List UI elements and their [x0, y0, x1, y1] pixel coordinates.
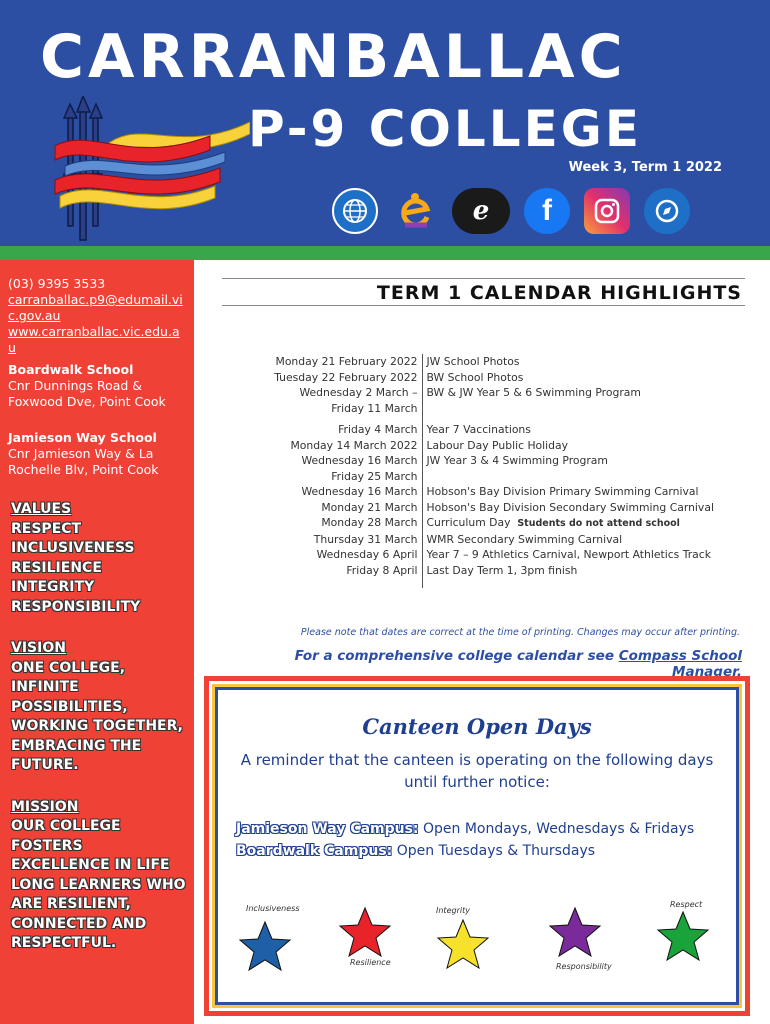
event-name [422, 401, 736, 417]
contact-block [8, 276, 186, 356]
event-name [422, 469, 736, 485]
edumail-icon[interactable] [392, 188, 438, 234]
canteen-text: A reminder that the canteen is operating on the following days until further notice: [240, 751, 714, 791]
star-icon [548, 906, 602, 958]
table-row [258, 469, 736, 485]
value-item: INTEGRITY [11, 579, 95, 595]
masthead [0, 0, 770, 246]
table-row [258, 453, 736, 469]
event-name: Hobson's Bay Division Primary Swimming Carnival [426, 485, 699, 498]
canteen-campuses [236, 818, 736, 862]
cta-text: For a comprehensive college calendar see [294, 648, 619, 664]
header-divider [0, 246, 770, 260]
jamieson-campus [8, 430, 186, 478]
calendar-table [258, 354, 736, 578]
event-name: Year 7 Vaccinations [426, 423, 531, 436]
event-date: Wednesday 16 March [258, 484, 422, 500]
event-name: Last Day Term 1, 3pm finish [426, 563, 578, 577]
table-row [258, 354, 736, 370]
mission-section [11, 798, 186, 954]
values-stars [230, 892, 730, 982]
vision-section [11, 639, 186, 776]
event-date: Friday 8 April [258, 563, 422, 579]
star-label: Responsibility [556, 962, 612, 971]
star-icon [338, 906, 392, 958]
boardwalk-campus [8, 362, 186, 410]
star-icon [656, 910, 710, 962]
table-row [258, 532, 736, 548]
website-link[interactable]: www.carranballac.vic.edu.au [8, 324, 180, 355]
table-row [258, 385, 736, 401]
jamieson-canteen-days: Open Mondays, Wednesdays & Fridays [418, 821, 695, 837]
calendar-disclaimer: Please note that dates are correct at the time of printing. Changes may occur after printing. [300, 627, 740, 638]
school-logo-icon [50, 96, 250, 246]
edge-icon[interactable]: e [452, 188, 510, 234]
calendar-title: TERM 1 CALENDAR HIGHLIGHTS [376, 282, 742, 304]
phone-number: (03) 9395 3533 [8, 276, 106, 291]
table-row [258, 370, 736, 386]
event-name [422, 515, 736, 532]
jamieson-canteen-label: Jamieson Way Campus: [236, 821, 419, 837]
values-section [11, 500, 186, 617]
values-vision-mission [8, 500, 186, 954]
event-date: Thursday 31 March [258, 532, 422, 548]
social-icons [332, 188, 690, 236]
event-date: Monday 21 February 2022 [258, 354, 422, 370]
event-date: Friday 11 March [258, 401, 422, 417]
event-date: Monday 21 March [258, 500, 422, 516]
boardwalk-name: Boardwalk School [8, 362, 134, 377]
event-date: Monday 28 March [258, 515, 422, 532]
email-link[interactable]: carranballac.p9@edumail.vic.gov.au [8, 292, 183, 323]
event-date: Friday 4 March [258, 416, 422, 438]
event-title: Curriculum Day [426, 516, 511, 529]
star-label: Integrity [436, 906, 470, 915]
event-name: BW School Photos [426, 370, 524, 384]
table-row [258, 401, 736, 417]
compass-link[interactable]: Compass School Manager [618, 648, 742, 680]
event-date: Friday 25 March [258, 469, 422, 485]
vision-heading: VISION [11, 640, 66, 656]
jamieson-name: Jamieson Way School [8, 430, 157, 445]
instagram-icon[interactable] [584, 188, 630, 234]
table-row [258, 484, 736, 500]
table-row [258, 547, 736, 563]
title-line-1: CARRANBALLAC [40, 22, 627, 92]
star-icon [436, 918, 490, 970]
event-date: Monday 14 March 2022 [258, 438, 422, 454]
canteen-title: Canteen Open Days [362, 714, 592, 739]
jamieson-canteen [236, 818, 736, 840]
table-row [258, 438, 736, 454]
event-name: Hobson's Bay Division Secondary Swimming Carnival [426, 500, 714, 514]
value-item: INCLUSIVENESS [11, 540, 135, 556]
event-date: Wednesday 16 March [258, 453, 422, 469]
star-icon [238, 920, 292, 972]
vision-text: ONE COLLEGE, INFINITE POSSIBILITIES, WORKING TOGETHER, EMBRACING THE FUTURE. [11, 659, 183, 773]
value-item: RESILIENCE [11, 559, 102, 576]
values-heading: VALUES [11, 501, 72, 517]
mission-text: OUR COLLEGE FOSTERS EXCELLENCE IN LIFE LONG LEARNERS WHO ARE RESILIENT, CONNECTED AND RESPECTFUL. [11, 818, 186, 951]
event-date: Tuesday 22 February 2022 [258, 370, 422, 386]
event-name: Year 7 – 9 Athletics Carnival, Newport Athletics Track [426, 548, 711, 561]
compass-icon[interactable] [644, 188, 690, 234]
event-date: Wednesday 2 March – [258, 385, 422, 401]
cta-suffix: . [736, 664, 742, 680]
value-item: RESPONSIBILITY [11, 598, 141, 615]
mission-heading: MISSION [11, 798, 79, 815]
issue-date: Week 3, Term 1 2022 [568, 160, 722, 175]
boardwalk-canteen [236, 840, 736, 862]
event-name: Labour Day Public Holiday [426, 438, 569, 452]
star-label: Inclusiveness [246, 904, 300, 913]
facebook-icon[interactable]: f [524, 188, 570, 234]
table-row [258, 416, 736, 438]
star-label: Resilience [350, 958, 391, 967]
event-name: BW & JW Year 5 & 6 Swimming Program [426, 386, 641, 399]
event-name: JW Year 3 & 4 Swimming Program [426, 454, 608, 467]
globe-icon[interactable] [332, 188, 378, 234]
table-divider [422, 570, 423, 588]
boardwalk-canteen-days: Open Tuesdays & Thursdays [392, 843, 596, 859]
jamieson-address: Cnr Jamieson Way & La Rochelle Blv, Point Cook [8, 446, 159, 477]
event-name: JW School Photos [426, 355, 520, 368]
value-item: RESPECT [11, 520, 82, 537]
boardwalk-address: Cnr Dunnings Road & Foxwood Dve, Point Cook [8, 378, 166, 409]
title-line-2: P-9 COLLEGE [248, 100, 642, 158]
event-note: Students do not attend school [517, 518, 680, 529]
star-label: Respect [670, 900, 703, 909]
sidebar [0, 260, 194, 1024]
table-row [258, 500, 736, 516]
calendar-rule-top [222, 278, 745, 279]
event-date: Wednesday 6 April [258, 547, 422, 563]
boardwalk-canteen-label: Boardwalk Campus: [236, 843, 393, 859]
table-row [258, 515, 736, 532]
calendar-rule [222, 305, 745, 306]
event-name: WMR Secondary Swimming Carnival [426, 532, 623, 546]
table-row [258, 563, 736, 579]
